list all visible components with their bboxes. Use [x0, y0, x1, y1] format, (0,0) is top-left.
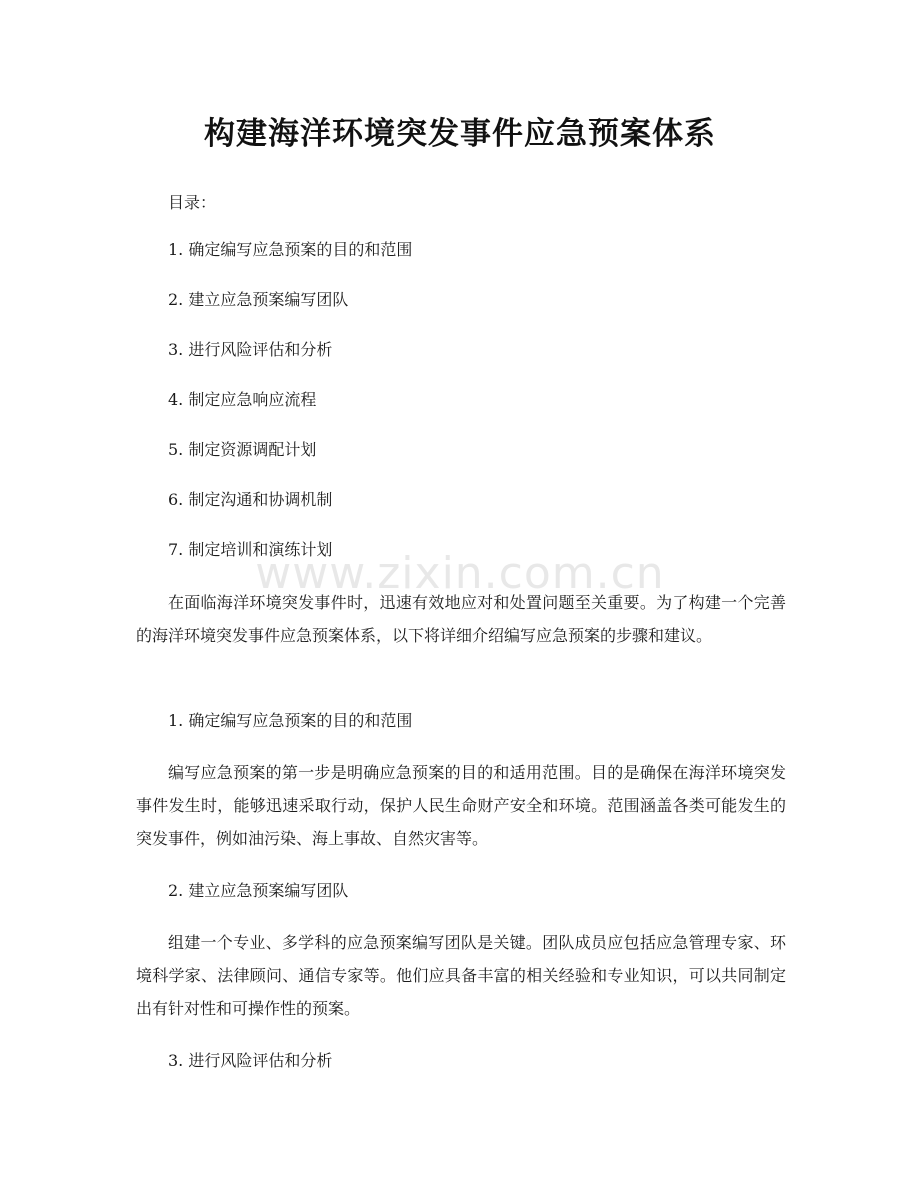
toc-item-3: 3. 进行风险评估和分析	[168, 340, 333, 359]
toc-item-1: 1. 确定编写应急预案的目的和范围	[168, 240, 413, 259]
section-body-1: 编写应急预案的第一步是明确应急预案的目的和适用范围。目的是确保在海洋环境突发事件发生时，能够迅速采取行动，保护人民生命财产安全和环境。范围涵盖各类可能发生的突发事件，例如油污染、海上事故、自然灾害等。	[136, 763, 786, 848]
toc-item-4: 4. 制定应急响应流程	[168, 390, 317, 409]
section-heading-3: 3. 进行风险评估和分析	[168, 1051, 333, 1070]
document-title: 构建海洋环境突发事件应急预案体系	[204, 116, 716, 152]
section-heading-2: 2. 建立应急预案编写团队	[168, 881, 349, 900]
toc-label: 目录：	[168, 193, 217, 212]
toc-item-6: 6. 制定沟通和协调机制	[168, 490, 333, 509]
section-heading-1: 1. 确定编写应急预案的目的和范围	[168, 711, 413, 730]
section-body-2: 组建一个专业、多学科的应急预案编写团队是关键。团队成员应包括应急管理专家、环境科学家、法律顾问、通信专家等。他们应具备丰富的相关经验和专业知识，可以共同制定出有针对性和可操作性的预案。	[136, 933, 786, 1018]
toc-item-5: 5. 制定资源调配计划	[168, 440, 317, 459]
watermark: www.zixin.com.cn	[255, 548, 665, 599]
toc-item-7: 7. 制定培训和演练计划	[168, 540, 333, 559]
intro-paragraph: 在面临海洋环境突发事件时，迅速有效地应对和处置问题至关重要。为了构建一个完善的海洋环境突发事件应急预案体系，以下将详细介绍编写应急预案的步骤和建议。	[136, 593, 786, 645]
toc-item-2: 2. 建立应急预案编写团队	[168, 290, 349, 309]
